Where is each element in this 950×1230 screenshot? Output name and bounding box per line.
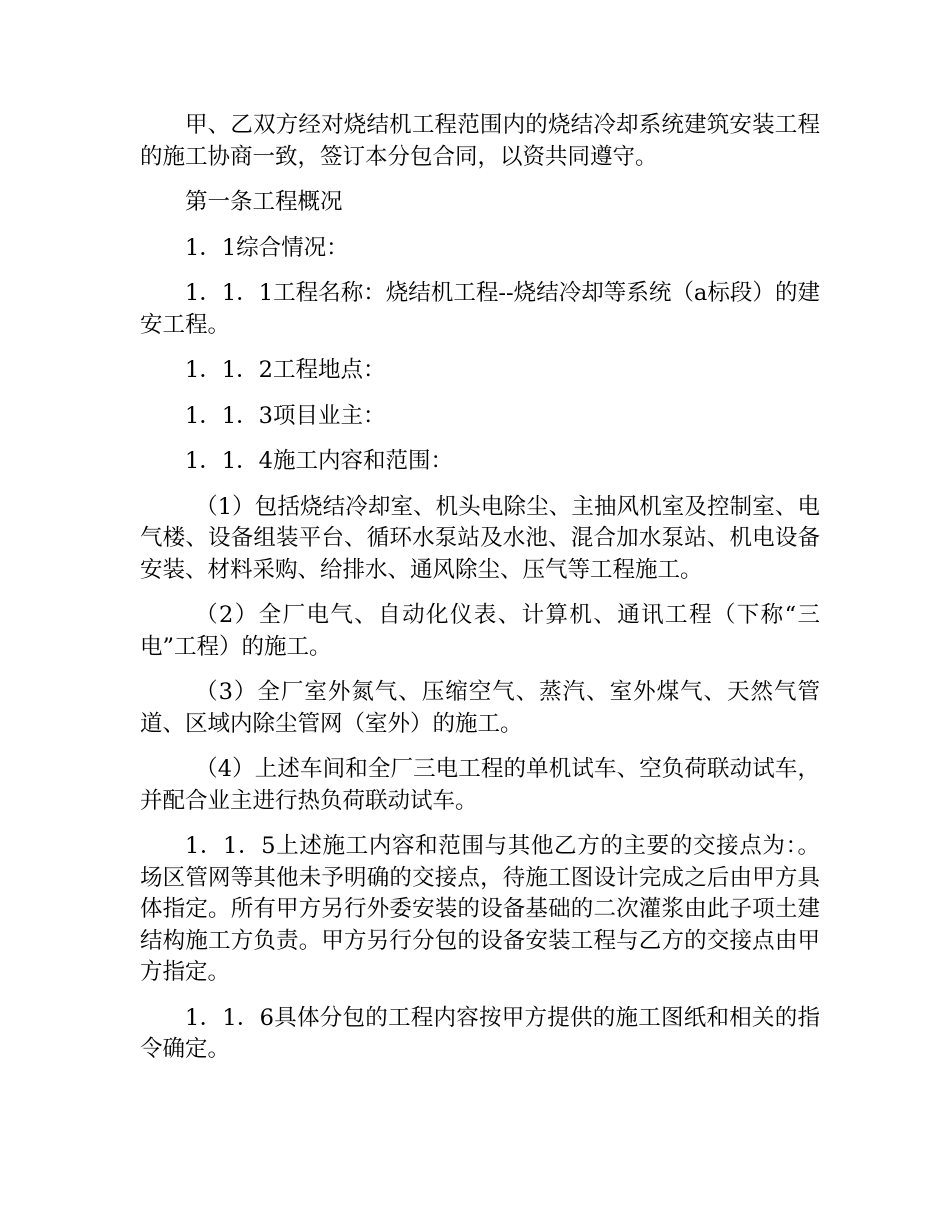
clause-1-1-4: 1．1．4施工内容和范围：	[185, 448, 453, 474]
clause-1-1-5: 1．1．5上述施工内容和范围与其他乙方的主要的交接点为：。场区管网等其他未予明确的交接点，待施工图设计完成之后由甲方具体指定。所有甲方另行外委安装的设备基础的二次灌浆由此子项土建结构施工方负责。甲方另行分包的设备安装工程与乙方的交接点由甲方指定。	[140, 833, 820, 985]
scope-item-4: （4）上述车间和全厂三电工程的单机试车、空负荷联动试车，并配合业主进行热负荷联动试车。	[140, 756, 820, 814]
intro-paragraph: 甲、乙双方经对烧结机工程范围内的烧结冷却系统建筑安装工程的施工协商一致，签订本分包合同，以资共同遵守。	[140, 112, 820, 170]
scope-item-2: （2）全厂电气、自动化仪表、计算机、通讯工程（下称“三电”工程）的施工。	[140, 602, 820, 660]
clause-1-1-6: 1．1．6具体分包的工程内容按甲方提供的施工图纸和相关的指令确定。	[140, 1004, 820, 1062]
section-heading: 第一条工程概况	[185, 189, 343, 215]
clause-1-1-1: 1．1．1工程名称：烧结机工程--烧结冷却等系统（a标段）的建安工程。	[140, 280, 820, 338]
scope-item-1: （1）包括烧结冷却室、机头电除尘、主抽风机室及控制室、电气楼、设备组装平台、循环水泵站及水池、混合加水泵站、机电设备安装、材料采购、给排水、通风除尘、压气等工程施工。	[140, 493, 820, 583]
clause-1-1-3: 1．1．3项目业主：	[185, 402, 386, 429]
scope-item-3: （3）全厂室外氮气、压缩空气、蒸汽、室外煤气、天然气管道、区域内除尘管网（室外）的施工。	[140, 679, 820, 737]
clause-1-1: 1．1综合情况：	[185, 234, 349, 261]
document-body	[140, 110, 820, 1080]
clause-1-1-2: 1．1．2工程地点：	[185, 357, 386, 383]
